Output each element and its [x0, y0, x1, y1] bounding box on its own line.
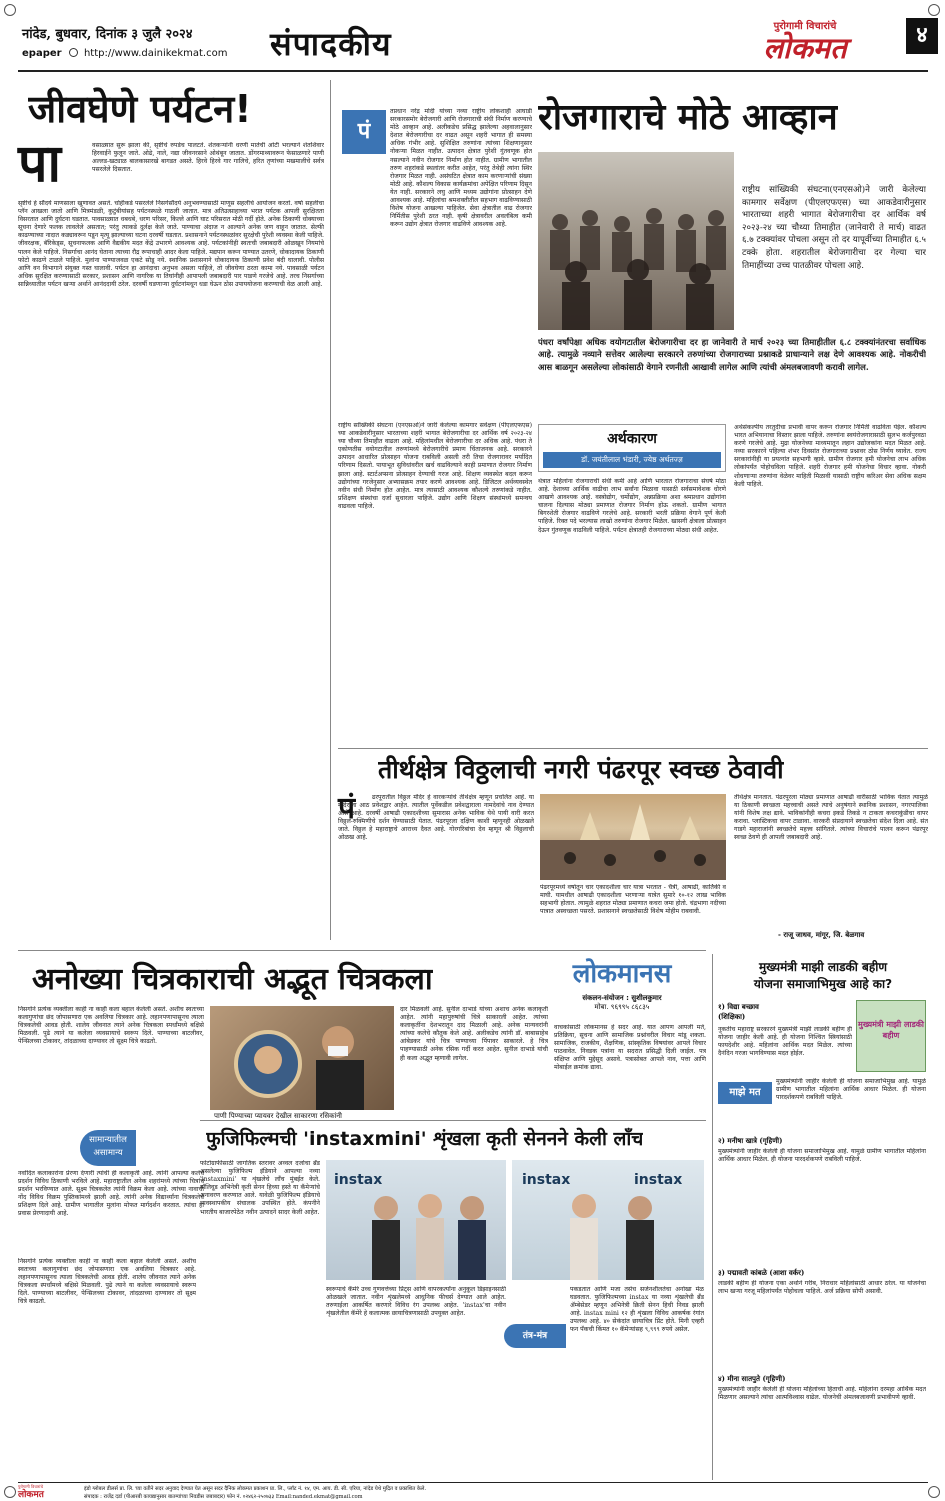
- letter-col2: पंढरपूरमध्ये वर्षातून चार एकादशीला चार यात्रा भरतात - चैत्री, आषाढी, कार्तिकी व माघी. यामधील आषाढी एकादशीला भरणाऱ्या यात्रेत सुमारे १०-१२ लाख भाविक सहभागी होतात. त्यामुळे शहरात मोठ्या प्रमाणात कचरा जमा होतो. चंद्रभागा नदीच्या पात्रात अस्वच्छता पसरते. प्रशासनाने स्वच्छतेसाठी विशेष मोहीम राबवावी.: [540, 884, 726, 916]
- feature-col2: राष्ट्रीय सांख्यिकी संघटना (एनएसओ)ने जारी केलेल्या कामगार सर्वेक्षण (पीएलएफएस) च्या आकडेवारीनुसार भारताच्या शहरी भागात बेरोजगारीचा दर आर्थिक वर्ष २०२३-२४ च्या चौथ्या तिमाहीत वाढला आहे. महिलांमधील बेरोजगारीचा दर अधिक आहे. पंधरा ते एकोणतीस वयोगटातील तरुणांमध्ये बेरोजगारीचे प्रमाण चिंताजनक आहे. सरकारने उत्पादन आधारित प्रोत्साहन योजना राबविली असली तरी तिचा रोजगारावर मर्यादित परिणाम दिसतो. पायाभूत सुविधांवरील खर्च वाढविल्याने काही प्रमाणात रोजगार निर्माण झाला आहे. स्टार्टअप्सना प्रोत्साहन देण्याची गरज आहे. शिक्षण व्यवस्थेत बदल करून उद्योगांच्या गरजेनुसार अभ्यासक्रम तयार करणे आवश्यक आहे. डिजिटल अर्थव्यवस्थेत नवीन संधी निर्माण होत आहेत. मात्र त्यासाठी आवश्यक कौशल्ये तरुणांकडे नाहीत. प्रशिक्षण संस्थांचा दर्जा सुधारला पाहिजे. उद्योग आणि शिक्षण संस्थांमध्ये समन्वय वाढवला पाहिजे.: [338, 422, 532, 510]
- footer: [18, 1484, 928, 1501]
- ladki-logo-text: मुख्यमंत्री माझी लाडकी बहीण: [858, 1020, 924, 1040]
- instax-photo-1: [326, 1160, 506, 1280]
- ladki-body-3: लाडकी बहीण ही योजना एका अर्थाने गरीब, निराधार महिलांसाठी आधार ठरेल. या योजनेचा लाभ खऱ्या गरजू महिलांपर्यंत पोहोचला पाहिजे. अर्ज प्रक्रिया सोपी असावी.: [718, 1280, 926, 1296]
- letter-headline: तीर्थक्षेत्र विठ्ठलाची नगरी पंढरपूर स्वच्छ ठेवावी: [378, 755, 784, 784]
- feature-col1: तप्रधान नरेंद्र मोदी यांच्या नव्या राष्ट्रीय लोकशाही आघाडी सरकारसमोर बेरोजगारी आणि रोजगाराची संधी निर्माण करण्याचे मोठे आव्हान आहे. अलीकडेच प्रसिद्ध झालेल्या अहवालानुसार देशात बेरोजगारीचा दर वाढत असून शहरी भागात ही समस्या अधिक गंभीर आहे. सुशिक्षित तरुणांना त्यांच्या शिक्षणानुसार नोकऱ्या मिळत नाहीत. उत्पादन क्षेत्रात पुरेशी गुंतवणूक होत नसल्याने नवीन रोजगार निर्माण होत नाहीत. ग्रामीण भागातील तरुण शहरांकडे स्थलांतर करीत आहेत, परंतु तेथेही त्यांना स्थिर रोजगार मिळत नाही. असंघटित क्षेत्रात काम करणाऱ्यांची संख्या मोठी आहे. कौशल्य विकास कार्यक्रमांचा अपेक्षित परिणाम दिसून येत नाही. सरकारने लघु आणि मध्यम उद्योगांना प्रोत्साहन देणे आवश्यक आहे. महिलांचा श्रमशक्तीतील सहभाग वाढविण्यासाठी विशेष योजना आखल्या पाहिजेत. सेवा क्षेत्रातील वाढ रोजगार निर्मितीस पुरेशी ठरत नाही. कृषी क्षेत्रावरील अवलंबित्व कमी करून उद्योग क्षेत्रात रोजगार वाढविणे आवश्यक आहे.: [390, 108, 532, 229]
- instax-launch-illustration: [326, 1160, 506, 1280]
- section-title: संपादकीय: [270, 25, 392, 63]
- instax-col1: फोटोग्राफीसाठी जागतिक स्तरावर अव्वल दर्जाचा ब्रँड असलेल्या फुजिफिल्म इंडियाने आपल्या नव्या 'instaxmini' या शृंखलेचे लाँच मुंबईत केले. बॉलिवूड अभिनेत्री कृती सेनन हिच्या हस्ते या कॅमेऱ्यांचे अनावरण करण्यात आले. यावेळी फुजिफिल्म इंडियाचे व्यवस्थापकीय संचालक उपस्थित होते. कंपनीने भारतीय बाजारपेठेत नवीन उत्पादने सादर केली आहेत.: [200, 1160, 320, 1216]
- svg-text:instax: instax: [634, 1172, 683, 1188]
- editorial-body: सृष्टीचे हे सौंदर्य माणसाला खुणावत असते. चोहीकडे पसरलेले निसर्गसौंदर्य अनुभवण्यासाठी माणूस सहलीचे आयोजन करतो. वर्षा सहलीचा प्लॅन आखला जातो आणि मित्रमंडळी, कुटुंबीयांसह पर्यटनस्थळे गाठली जातात. मात्र अतिउत्साहाच्या भरात पर्यटक आपली सुरक्षितता विसरतात आणि दुर्घटना घडतात. पावसाळ्यात धबधबे, धरण परिसर, किल्ले आणि घाट परिसरात मोठी गर्दी होते. अनेक ठिकाणी धोक्याच्या सूचना देणारे फलक लावलेले असतात; परंतु त्याकडे दुर्लक्ष केले जाते. पाण्याचा अंदाज न आल्याने अनेक जण वाहून जातात. सेल्फी काढण्याच्या नादात कड्यावरून पडून मृत्यू झाल्याच्या घटना दरवर्षी घडतात. प्रशासनाने पर्यटनस्थळांवर सुरक्षेची पुरेशी व्यवस्था केली पाहिजे. जीवरक्षक, बॅरिकेड्स, सूचनाफलक आणि वैद्यकीय मदत केंद्रे उभारणे आवश्यक आहे. पर्यटकांनीही स्वतःची जबाबदारी ओळखून नियमांचे पालन केले पाहिजे. निसर्गाचा आनंद घेताना त्याच्या रौद्र रूपाचाही आदर केला पाहिजे. मद्यपान करून पाण्यात उतरणे, धोकादायक ठिकाणी फोटो काढणे टाळले पाहिजे. मुलांना पाण्याजवळ एकटे सोडू नये. स्थानिक प्रशासनाने धोकादायक ठिकाणी प्रवेश बंदी घालावी. पोलीस आणि वन विभागाने संयुक्त गस्त घालावी. पर्यटन हा आनंदाचा अनुभव असला पाहिजे, तो जीवघेणा ठरता कामा नये. पावसाळी पर्यटन अधिक सुरक्षित करण्यासाठी सरकार, प्रशासन आणि नागरिक या तिघांनीही आपापली जबाबदारी पार पाडणे गरजेचे आहे. तरच निसर्गाच्या सान्निध्यातील पर्यटन खऱ्या अर्थाने आनंददायी ठरेल. दरवर्षी घडणाऱ्या दुर्घटनांमधून धडा घेऊन ठोस उपाययोजना करण्याची वेळ आली आहे.: [18, 200, 324, 288]
- lokmanas-compiler: संकलन-संयोजन : सुशीलकुमार: [582, 994, 662, 1002]
- temple-illustration: [540, 794, 726, 880]
- crowd-photo: [538, 152, 734, 330]
- footer-line-1: इंडो ग्लोबल डीलर्स प्रा. लि. च्या वतीने सदर अनुवाद देण्यात येत असून सदर दैनिक लोकमत प्रकाशन प्रा. लि., प्लॉट नं. १४, एम. आय. डी. सी. एरिया, नांदेड येथे मुद्रित व प्रकाशित केले.: [84, 1486, 427, 1492]
- registration-mark: [4, 1486, 16, 1498]
- letter-col3: तीर्थक्षेत्र मानतात. पंढरपूरला मोठ्या प्रमाणात आषाढी वारीसाठी भाविक येतात त्यामुळे या ठिकाणी स्वच्छता महत्त्वाची असते त्याचे अनुषंगाने स्थानिक प्रशासन, नगरपालिका यांनी विशेष लक्ष द्यावे. भाविकांनीही कचरा इकडे तिकडे न टाकता कचराकुंडीचा वापर करावा. प्लास्टिकचा वापर टाळावा. वारकरी संप्रदायाने स्वच्छतेचा संदेश दिला आहे. संत गाडगे महाराजांनी स्वच्छतेचे महत्त्व सांगितले. त्यांच्या विचारांचे पालन करून पंढरपूर स्वच्छ ठेवणे ही आपली जबाबदारी आहे.: [734, 794, 928, 842]
- editorial-headline: जीवघेणे पर्यटन!: [28, 87, 252, 131]
- artist-label: [80, 1130, 136, 1166]
- ladki-q3: ३) पद्मावती कांबळे (आशा वर्कर): [718, 1268, 805, 1277]
- ladki-headline-2: योजना समाजाभिमुख आहे का?: [753, 977, 893, 991]
- feature-dropcap-box: पं: [342, 110, 386, 154]
- logo-text: लोकमत: [763, 31, 847, 65]
- page-number: ४: [906, 18, 938, 54]
- masthead-logo: [710, 18, 900, 68]
- footer-line-2: संपादक : राजेंद्र दर्डा (पीआरबी कायद्यानुसार बातम्यांच्या निवडीस जबाबदार) फोन नं. ०२४६२-२५०७३३ Email:nanded.ekmat@gmail.com: [84, 1494, 363, 1500]
- artist-col2: दार मिळवली आहे. सुनील दाभाडे यांच्या अशाच अनेक कलाकृती आहेत. त्यांनी महापुरुषांची चित्रे साकारली आहेत. त्यांच्या कलाकृतींना देशभरातून दाद मिळाली आहे. अनेक मान्यवरांनी त्यांच्या कलेचे कौतुक केले आहे. अलीकडेच त्यांनी डॉ. बाबासाहेब आंबेडकर यांचे चित्र पाण्याच्या पिंपावर साकारले. हे चित्र पाहण्यासाठी अनेक रसिक गर्दी करत आहेत. सुनील दाभाडे यांची ही कला अद्भूत म्हणावी लागेल.: [400, 1006, 548, 1062]
- artist-col1b: नवोदित कलाकारांना प्रेरणा देणारी त्यांची ही कलाकृती आहे. त्यांनी आपल्या कलेचे प्रदर्शन विविध ठिकाणी भरविले आहे. महाराष्ट्रातील अनेक शहरांमध्ये त्यांच्या चित्रांचे प्रदर्शन भरविण्यात आले. सूक्ष्म चित्रकलेत त्यांनी विक्रम केला आहे. त्यांच्या नावाची नोंद विविध विक्रम पुस्तिकांमध्ये झाली आहे. त्यांनी अनेक विद्यार्थ्यांना चित्रकलेचे प्रशिक्षण दिले आहे. ग्रामीण भागातील मुलांना मोफत मार्गदर्शन करतात. त्यांचा हा प्रवास प्रेरणादायी आहे.: [18, 1170, 204, 1218]
- registration-mark: [928, 4, 940, 16]
- letter-signature: - राजू जाधव, मांगूर, जि. बेळगाव: [778, 930, 865, 939]
- feature-standfirst: पंधरा वर्षांपेक्षा अधिक वयोगटातील बेरोजगारीचा दर हा जानेवारी ते मार्च २०२३ च्या तिमाहीतील ६.८ टक्क्यांनंतरचा सर्वाधिक आहे. त्यामुळे नव्याने सत्तेवर आलेल्या सरकारने तरुणांच्या रोजगाराच्या प्रश्नाकडे प्राधान्याने लक्ष देणे आवश्यक आहे. नोकरीची आस बाळगून असलेल्या लोकांसाठी वेगाने रणनीती आखावी लागेल आणि त्यांची अंमलबजावणी करावी लागेल.: [538, 337, 926, 372]
- lokmanas-title: लोकमानस: [572, 959, 672, 989]
- epaper-line[interactable]: [22, 48, 227, 59]
- ladki-body-2: मुख्यमंत्र्यांनी जाहीर केलेली ही योजना समाजाभिमुख आहे. यामुळे ग्रामीण भागातील महिलांना आर्थिक आधार मिळेल. ही योजना पारदर्शकपणे राबविली पाहिजे.: [718, 1148, 926, 1164]
- lokmanas-body: वाचकांसाठी लोकमानस हे सदर आहे. यात आपण आपली मते, प्रतिक्रिया, सूचना आणि सामाजिक प्रश्नांवरील विचार मांडू शकता. सामाजिक, राजकीय, शैक्षणिक, सांस्कृतिक विषयांवर आपले विचार पाठवावेत. निवडक पत्रांना या सदरात प्रसिद्धी दिली जाईल. पत्र संक्षिप्त आणि मुद्देसूद असावे. पत्रासोबत आपले नाव, पत्ता आणि मोबाईल क्रमांक द्यावा.: [554, 1024, 706, 1072]
- artist-caption: पाणी पिण्याच्या प्यायवर देखील साकारणा रसिकांनी: [214, 1112, 342, 1120]
- masthead: [0, 0, 945, 76]
- feature-intro: राष्ट्रीय सांख्यिकी संघटना(एनएसओ)ने जारी केलेल्या कामगार सर्वेक्षण (पीएलएफएस) च्या आकडेवारीनुसार भारताच्या शहरी भागात बेरोजगारीचा दर आर्थिक वर्ष २०२३-२४ च्या चौथ्या तिमाहीत (जानेवारी ते मार्च) वाढत ६.७ टक्क्यांवर पोचला असून तो दर यापूर्वीच्या तिमाहीत ६.५ टक्के होता. शहरातील बेरोजगारीचा दर गेल्या चार तिमाहींच्या उच्च पातळीवर पोचला आहे.: [742, 185, 926, 271]
- majhe-mat-badge: माझे मत: [718, 1082, 772, 1104]
- site-url[interactable]: http://www.dainikekmat.com: [83, 48, 228, 59]
- svg-text:instax: instax: [334, 1172, 383, 1188]
- letter-pandharpur: [338, 752, 928, 944]
- column-divider: [330, 80, 331, 940]
- instax-headline: फुजिफिल्मची 'instaxmini' शृंखला कृती सेननने केली लाँच: [206, 1128, 644, 1150]
- artist-label-text: सामान्यातील असामान्य: [89, 1135, 127, 1158]
- ladki-body-1b: मुख्यमंत्र्यांनी जाहीर केलेली ही योजना समाजाभिमुख आहे. यामुळे ग्रामीण भागातील महिलांना आर्थिक आधार मिळेल. ही योजना पारदर्शकपणे राबविली पाहिजे.: [776, 1078, 926, 1102]
- dateline: नांदेड, बुधवार, दिनांक ३ जुलै २०२४: [22, 27, 193, 42]
- instax-stage-illustration: [512, 1160, 704, 1280]
- letter-dropcap: पं: [338, 791, 356, 826]
- section-rule: [338, 748, 928, 749]
- editorial-dropcap: पा: [18, 134, 62, 194]
- feature-col4: अर्थसंकल्पीय तरतुदीचा प्रभावी वापर करून रोजगार निर्मिती वाढविता येईल. कौशल्य भारत अभियानाचा विस्तार झाला पाहिजे. तरुणांना स्वयंरोजगारासाठी सुलभ कर्जपुरवठा करणे गरजेचे आहे. मुद्रा योजनेच्या माध्यमातून लहान उद्योजकांना मदत मिळत आहे. नव्या सरकारने पहिल्या शंभर दिवसांत रोजगाराच्या प्रश्नावर ठोस निर्णय घ्यावेत. राज्य सरकारांनीही या प्रयत्नांत सहभागी व्हावे. ग्रामीण रोजगार हमी योजनेचा लाभ अधिक लोकांपर्यंत पोहोचविला पाहिजे. शहरी रोजगार हमी योजनेचा विचार व्हावा. नोकरी शोधणाऱ्या तरुणांना वेळेवर माहिती मिळावी यासाठी राष्ट्रीय करिअर सेवा अधिक सक्षम केली पाहिजे.: [734, 424, 926, 488]
- instax-photo-2: [512, 1160, 704, 1280]
- ladki-logo: [856, 1000, 926, 1072]
- artist-col-left: निसर्गाने प्रत्येक व्यक्तीला काही ना काही कला बहाल केलेली असते. अशीच स्वतःच्या कलागुणांचा छंद जोपासणारा एक अवलिया चित्रकार आहे. लहानपणापासूनच त्याला चित्रकलेची आवड होती. शालेय जीवनात त्याने अनेक चित्रकला स्पर्धांमध्ये बक्षिसे मिळवली. पुढे त्याने या कलेला व्यवसायाचे स्वरूप दिले. पाण्याच्या बाटलीवर, पेन्सिलच्या टोकावर, तांदळाच्या दाण्यावर तो सूक्ष्म चित्रे काढतो.: [18, 1258, 196, 1306]
- globe-icon: [69, 48, 78, 57]
- column-divider-2: [712, 954, 713, 1480]
- byline-box: [538, 424, 726, 472]
- registration-mark: [928, 1486, 940, 1498]
- instax-story: [200, 1124, 706, 1480]
- tantra-mantra-label: तंत्र-मंत्र: [504, 1324, 566, 1348]
- feature-headline: रोजगाराचे मोठे आव्हान: [538, 97, 838, 138]
- footer-logo: [18, 1484, 78, 1500]
- footer-logo-tagline: पुरोगामी विचारांचे: [18, 1484, 43, 1489]
- lokmanas-phone: मोबा. ९६९९५ ८६८३५: [594, 1003, 650, 1011]
- instax-col2: स्वरूपाचे कॅमेरे उच्च गुणवत्तेच्या प्रिंट्स आणि वापरकर्त्यांना अनुकूल डिझाइनसाठी ओळखले जातात. नवीन शृंखलेमध्ये आधुनिक फीचर्स देण्यात आले आहेत. तरुणाईला आकर्षित करणारे विविध रंग उपलब्ध आहेत. 'instax'चा नवीन शृंखलेतील कॅमेरे हे कलात्मक छायाचित्रणासाठी उपयुक्त आहेत.: [326, 1286, 506, 1318]
- registration-mark: [4, 4, 16, 16]
- footer-logo-text: लोकमत: [18, 1490, 44, 1500]
- byline-author: डॉ. जयंतीलाल भंडारी, ज्येष्ठ अर्थतज्ज्ञ: [543, 452, 721, 468]
- lokmanas-box: [538, 954, 706, 1020]
- feature-col3: थेत्रात महिलांना रोजगाराची संधी कमी आहे आणि भारतात रोजगाराचा संघर्ष मोठा आहे. देशाच्या आर्थिक वाढीचा लाभ सर्वांना मिळावा यासाठी सर्वसमावेशक धोरणे आखणे आवश्यक आहे. वस्त्रोद्योग, चर्मोद्योग, अन्नप्रक्रिया अशा श्रमप्रधान उद्योगांना चालना दिल्यास मोठ्या प्रमाणात रोजगार निर्माण होऊ शकतो. ग्रामीण भागात बिगरशेती रोजगार वाढविणे गरजेचे आहे. सरकारी भरती प्रक्रिया वेगाने पूर्ण केली पाहिजे. रिक्त पदे भरल्यास लाखो तरुणांना रोजगार मिळेल. खासगी क्षेत्राला प्रोत्साहन देऊन गुंतवणूक वाढविली पाहिजे. पर्यटन क्षेत्रातही रोजगाराच्या मोठ्या संधी आहेत.: [538, 478, 726, 534]
- instax-col3: पकडतात आणि मजा तसेच सर्जनशीलतेचा अनोखा मेळ घडवतात. फुजिफिल्मच्या instax या नव्या शृंखलेची ब्रँड ॲम्बेसेडर म्हणून अभिनेत्री क्रिती सेनन हिची निवड झाली आहे. instax mini १२ ही शृंखला विविध आकर्षक रंगांत उपलब्ध आहे. ४० सेकंदांत छायाचित्र प्रिंट होते. मिनी एव्हरी फन पॅकची किंमत १० कॅमेऱ्यांसह ९,९९९ रुपये असेल.: [570, 1286, 704, 1334]
- crowd-illustration: [538, 152, 734, 330]
- svg-text:instax: instax: [522, 1172, 571, 1188]
- artist-headline: अनोख्या चित्रकाराची अद्भूत चित्रकला: [32, 962, 433, 997]
- epaper-label: epaper: [22, 48, 62, 59]
- artist-photo: [210, 1006, 394, 1110]
- ladki-q4: ४) मीना सातपुते (गृहिणी): [718, 1374, 786, 1383]
- feature-rojgar: [338, 80, 928, 740]
- section-rule-3: [200, 1120, 706, 1121]
- ladki-body-1: नुकतीच महाराष्ट्र सरकारने मुख्यमंत्री माझी लाडकी बहीण ही योजना जाहीर केली आहे. ही योजना निश्चित स्त्रियांसाठी फायदेशीर आहे. महिलांना आर्थिक मदत मिळेल. त्यांच्या दैनंदिन गरजा भागविण्यास मदत होईल.: [718, 1026, 852, 1058]
- editorial-jeevghene: [18, 80, 324, 940]
- artist-illustration: [210, 1006, 394, 1110]
- pandharpur-photo: [540, 794, 726, 880]
- logo-tagline: पुरोगामी विचारांचे: [773, 21, 837, 32]
- ladki-q1: १) विद्या बच्छाव (शिक्षिका): [718, 1002, 759, 1021]
- ladki-headline-1: मुख्यमंत्री माझी लाडकी बहीण: [758, 960, 888, 974]
- ladki-q2: २) मनीषा खात्रे (गृहिणी): [718, 1136, 783, 1145]
- section-rule-2: [18, 950, 706, 951]
- editorial-lead: वसाळ्यात सुरू झाला की, सृष्टीचे रुपडेच पालटते. शेतकऱ्यांनी धरणी मातेची ओटी भरल्याने शेतशिवार हिरवाईने फुलून जाते. ओढे, नाले, नद्या जीवनरसाने ओथंबून जातात. डोंगरमाथ्यावरून फेसाळणारे पाणी अल्लड-खट्याळ बालकासारखे बागडत असते. हिरवे हिरवे गार गालिचे, हरित तृणांच्या मखमालीचे सर्वत्र पसरलेले दिसतात.: [92, 142, 324, 174]
- byline-label: अर्थकारण: [607, 431, 657, 447]
- masthead-rule: [18, 70, 928, 72]
- artist-col1: निसर्गाने प्रत्येक व्यक्तीला काही ना काही कला बहाल केलेली असते. अशीच स्वतःच्या कलागुणांचा छंद जोपासणारा एक अवलिया चित्रकार आहे. लहानपणापासूनच त्याला चित्रकलेची आवड होती. शालेय जीवनात त्याने अनेक चित्रकला स्पर्धांमध्ये बक्षिसे मिळवली. पुढे त्याने या कलेला व्यवसायाचे स्वरूप दिले. पाण्याच्या बाटलीवर, पेन्सिलच्या टोकावर, तांदळाच्या दाण्यावर तो सूक्ष्म चित्रे काढतो.: [18, 1006, 204, 1046]
- ladki-body-4: मुख्यमंत्र्यांनी जाहीर केलेली ही योजना महिलांच्या हिताची आहे. महिलांना दरमहा आर्थिक मदत मिळणार असल्याने त्यांचा आत्मविश्वास वाढेल. योजनेची अंमलबजावणी प्रभावीपणे व्हावी.: [718, 1386, 926, 1402]
- footer-rule: [18, 1482, 928, 1483]
- letter-col1: ढरपूरातील विठ्ठल मंदिर हे वारकऱ्यांचे तीर्थक्षेत्र म्हणून प्रचलित आहे. या मंदिराला आठ प्रवेशद्वार आहेत. त्यातील पूर्वेकडील प्रवेशद्वाराला नामदेवांचे नाव देण्यात आले आहे. दरवर्षी आषाढी एकादशीच्या सुमारास अनेक भाविक येथे पायी वारी करत विठ्ठल-रुक्मिणीचे दर्शन घेण्यासाठी येतात. पंढरपूरला दक्षिण काशी म्हणूनही ओळखले जाते. विठ्ठल हे महाराष्ट्राचे आराध्य दैवत आहे. गोरगरिबांचा देव म्हणून श्री विठ्ठलाची ओळख आहे.: [338, 794, 534, 842]
- ladki-bahin-section: [718, 954, 928, 1480]
